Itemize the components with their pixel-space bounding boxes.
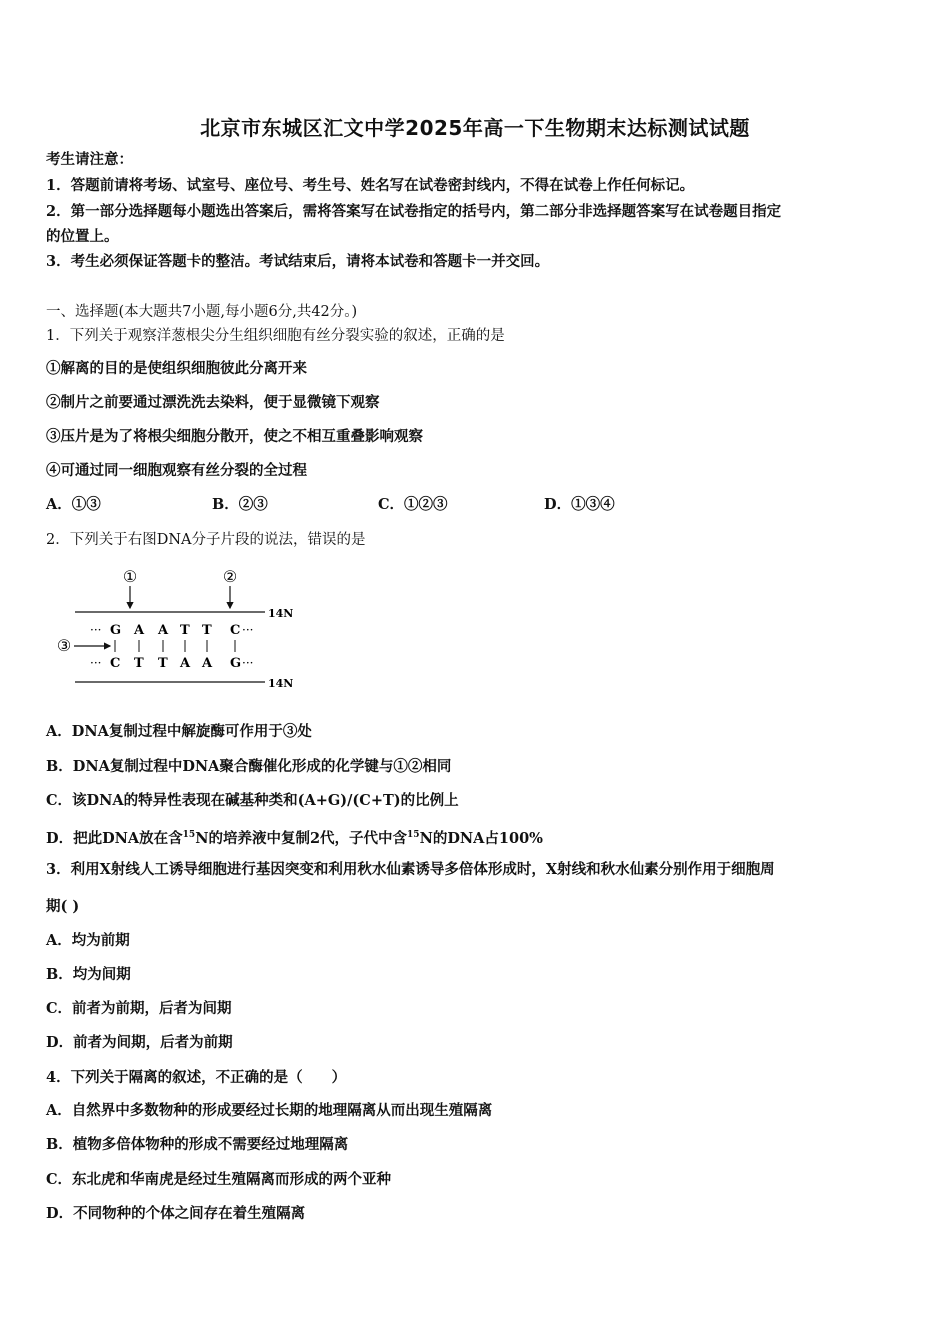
notice-heading: 考生请注意： [46,151,133,168]
base-top: T [180,623,190,638]
q2-option-d-text: N的培养液中复制2代，子代中含 [195,829,408,847]
notice-item: 1．答题前请将考场、试室号、座位号、考生号、姓名写在试卷密封线内，不得在试卷上作任何标记。 [46,177,695,194]
q1-stem: 1．下列关于观察洋葱根尖分生组织细胞有丝分裂实验的叙述，正确的是 [46,328,505,344]
isotope-mass: 15 [407,830,420,840]
q3-stem-cont: 期( ) [46,898,80,915]
q2-stem: 2．下列关于右图DNA分子片段的说法，错误的是 [46,532,366,548]
q2-option-c: C．该DNA的特异性表现在碱基种类和(A+G)/(C+T)的比例上 [46,792,459,809]
q3-option-d: D．前者为间期，后者为前期 [46,1034,233,1051]
base-bottom: A [202,656,213,671]
base-top: G [110,623,122,638]
page-title: 北京市东城区汇文中学2025年高一下生物期末达标测试试题 [200,116,750,140]
marker-2: ② [222,567,238,586]
base-bottom: T [134,656,144,671]
base-top: A [158,623,169,638]
q2-option-d [46,825,906,849]
notice-item: 的位置上。 [46,228,119,245]
notice-item: 3．考生必须保证答题卡的整洁。考试结束后，请将本试卷和答题卡一并交回。 [46,253,550,270]
q4-stem: 4．下列关于隔离的叙述，不正确的是（ ） [46,1069,347,1086]
notice-item: 2．第一部分选择题每小题选出答案后，需将答案写在试卷指定的括号内，第二部分非选择题答案写在试卷题目指定 [46,203,782,220]
base-bottom: A [180,656,191,671]
q1-statement: ④可通过同一细胞观察有丝分裂的全过程 [46,462,307,479]
q1-statement: ②制片之前要通过漂洗洗去染料，便于显微镜下观察 [46,394,380,411]
ellipsis: ··· [242,623,254,637]
hydrogen-bonds [115,640,235,652]
q2-option-a: A．DNA复制过程中解旋酶可作用于③处 [46,723,312,740]
isotope-mass: 15 [182,830,196,840]
base-bottom: C [110,656,121,671]
q3-option-b: B．均为间期 [46,966,131,983]
q3-option-c: C．前者为前期，后者为间期 [46,1000,232,1017]
ellipsis: ··· [242,656,254,670]
q4-option-c: C．东北虎和华南虎是经过生殖隔离而形成的两个亚种 [46,1171,392,1188]
q2-option-d-text: N的DNA占100% [419,829,543,847]
q1-statement: ③压片是为了将根尖细胞分散开，使之不相互重叠影响观察 [46,428,423,445]
base-top: A [134,623,145,638]
q3-stem: 3．利用X射线人工诱导细胞进行基因突变和利用秋水仙素诱导多倍体形成时，X射线和秋水仙素分别作用于细胞周 [46,861,775,878]
q1-option-d: D．①③④ [544,496,615,513]
top-strand-label: 14N [268,607,294,620]
base-top: T [202,623,212,638]
q1-option-a: A．①③ [46,496,101,513]
marker-1: ① [122,567,138,586]
q1-statement: ①解离的目的是使组织细胞彼此分离开来 [46,360,307,377]
marker-3: ③ [56,636,72,655]
base-bottom: G [230,656,242,671]
q4-option-a: A．自然界中多数物种的形成要经过长期的地理隔离从而出现生殖隔离 [46,1102,493,1119]
ellipsis: ··· [90,656,102,670]
q1-option-c: C．①②③ [378,496,448,513]
q2-option-b: B．DNA复制过程中DNA聚合酶催化形成的化学键与①②相同 [46,758,452,775]
q1-option-b: B．②③ [212,496,268,513]
q3-option-a: A．均为前期 [46,932,130,949]
dna-diagram [50,560,310,695]
base-top: C [230,623,241,638]
ellipsis: ··· [90,623,102,637]
q4-option-b: B．植物多倍体物种的形成不需要经过地理隔离 [46,1136,349,1153]
q4-option-d: D．不同物种的个体之间存在着生殖隔离 [46,1205,306,1222]
base-bottom: T [158,656,168,671]
q2-option-d-text: D．把此DNA放在含 [46,829,183,847]
bottom-strand-label: 14N [268,677,294,690]
section-heading: 一、选择题(本大题共7小题,每小题6分,共42分。) [46,304,358,320]
